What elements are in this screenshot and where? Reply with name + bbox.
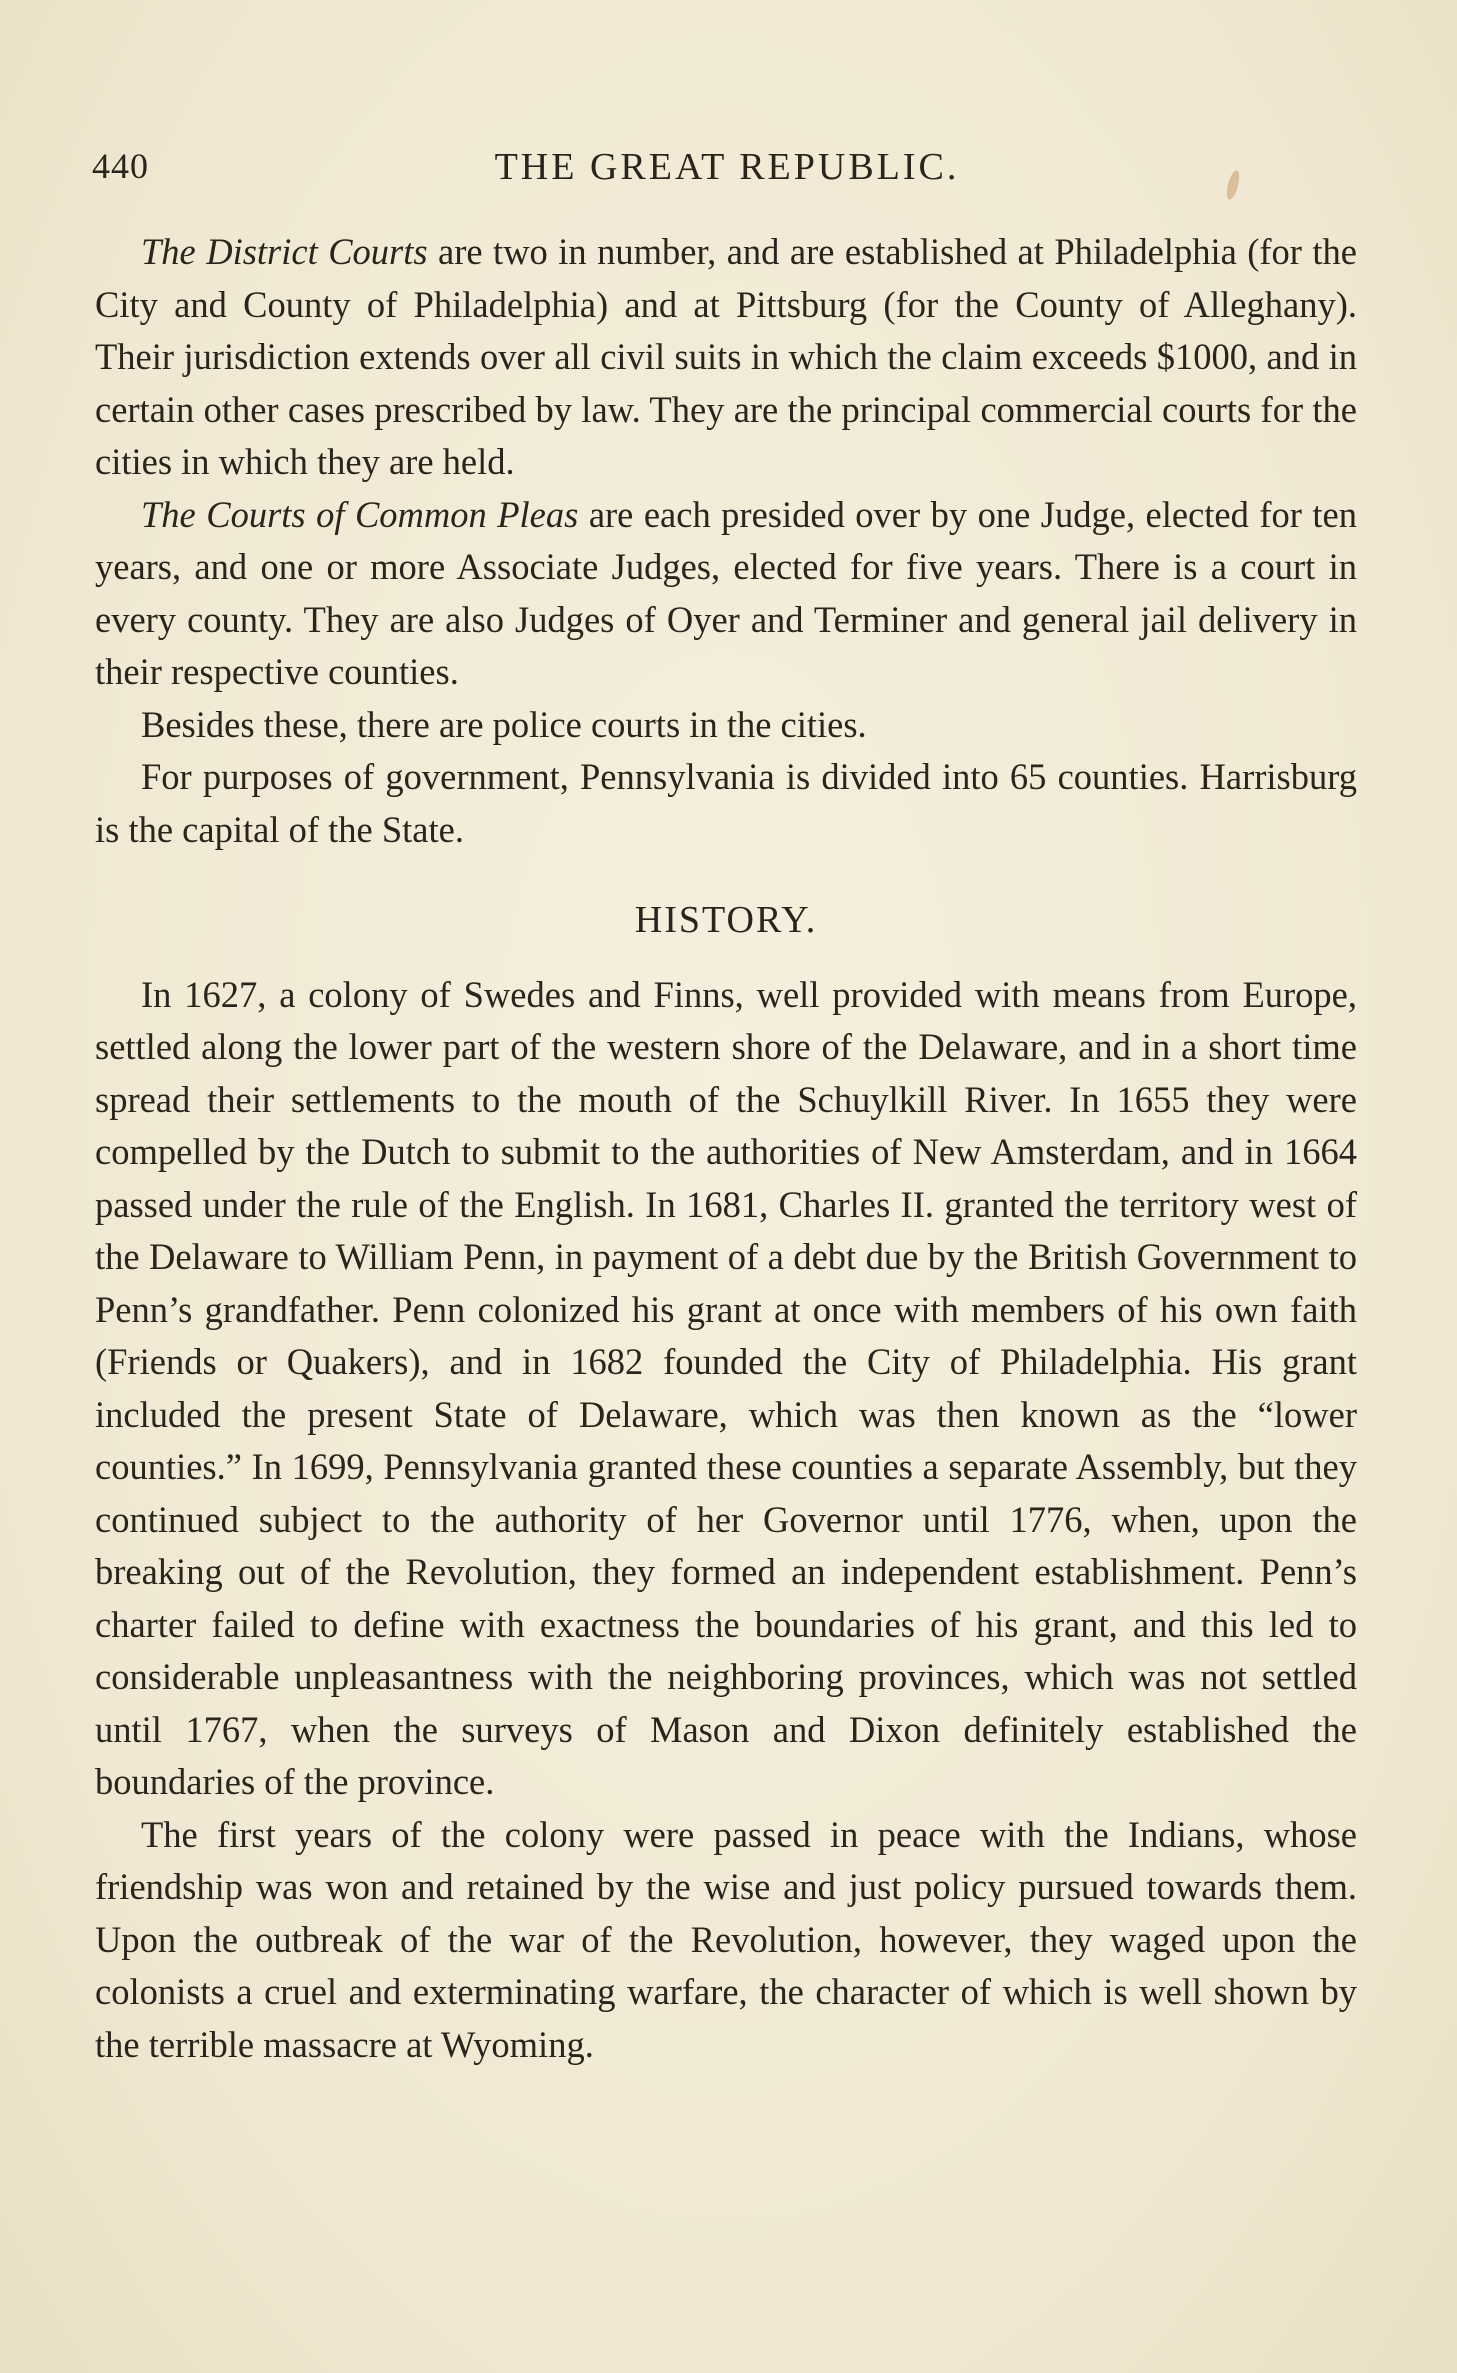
paragraph-district-courts <box>95 226 1357 489</box>
paragraph-police-courts: Besides these, there are police courts in the cities. <box>141 703 867 745</box>
running-head: THE GREAT REPUBLIC. <box>494 146 960 188</box>
page-header <box>92 145 1362 205</box>
paragraph-government: For purposes of government, Pennsylvania is divided into 65 counties. Harrisburg is the capital of the State. <box>95 756 1357 850</box>
paragraph-text: are each presided over by one Judge, elected for ten years, and one or more Associate Judges, elected for five years. There is a court in every county. They are also Judges of Oyer and Terminer and general jail delivery in their respective counties. <box>95 493 1357 692</box>
section-heading-history: HISTORY. <box>634 899 818 941</box>
paragraph-history-indians: The first years of the colony were passed in peace with the Indians, whose friendship was won and retained by the wise and just policy pursued towards them. Upon the outbreak of the war of the Revolution, however, they waged upon the colonists a cruel and exterminating warfare, the character of which is well shown by the terrible massacre at Wyoming. <box>95 1813 1357 2065</box>
paragraph-history-colony: In 1627, a colony of Swedes and Finns, well provided with means from Europe, settled along the lower part of the western shore of the Delaware, and in a short time spread their settlements to the mouth of the Schuylkill River. In 1655 they were compelled by the Dutch to submit to the authorities of New Amsterdam, and in 1664 passed under the rule of the English. In 1681, Charles II. granted the territory west of the Delaware to William Penn, in payment of a debt due by the British Government to Penn’s grandfather. Penn colonized his grant at once with members of his own faith (Friends or Quakers), and in 1682 founded the City of Philadelphia. His grant included the present State of Delaware, which was then known as the “lower counties.” In 1699, Pennsylvania granted these counties a separate Assembly, but they continued subject to the authority of her Governor until 1776, when, upon the breaking out of the Revolution, they formed an independent establishment. Penn’s charter failed to define with exactness the boundaries of his grant, and this led to considerable unpleasantness with the neighboring provinces, which was not settled until 1767, when the surveys of Mason and Dixon definitely established the boundaries of the province. <box>95 973 1357 1802</box>
page-number: 440 <box>92 146 149 186</box>
body-text <box>95 226 1357 2071</box>
italic-lead-common-pleas: The Courts of Common Pleas <box>141 493 579 535</box>
paragraph-common-pleas <box>95 489 1357 699</box>
italic-lead-district-courts: The District Courts <box>141 231 428 272</box>
paragraph-text: are two in number, and are established at Philadelphia (for the City and County of Philadelphia) and at Pittsburg (for the County of Alleghany). Their jurisdiction extends over all civil suits in which the claim exceeds $1000, and in certain other cases prescribed by law. They are the principal commercial courts for the cities in which they are held. <box>95 231 1357 482</box>
